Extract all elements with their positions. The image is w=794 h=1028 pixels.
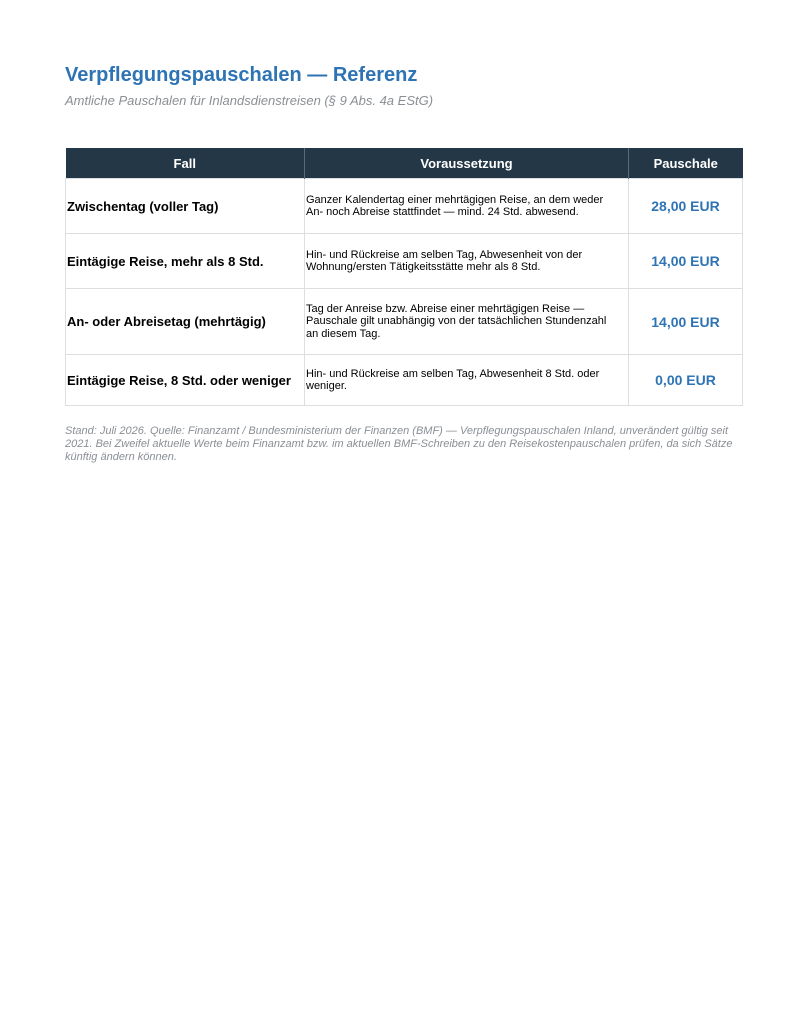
- cell-voraussetzung: Tag der Anreise bzw. Abreise einer mehrtägigen Reise — Pauschale gilt unabhängig von der tatsächlichen Stundenzahl an diesem Tag.: [305, 289, 629, 355]
- table-row: [66, 289, 743, 355]
- column-header-voraussetzung: Voraussetzung: [305, 148, 629, 179]
- source-note: Stand: Juli 2026. Quelle: Finanzamt / Bundesministerium der Finanzen (BMF) — Verpflegungspauschalen Inland, unverändert gültig seit 2021. Bei Zweifel aktuelle Werte beim Finanzamt bzw. im aktuellen BMF-Schreiben zu den Reisekostenpauschalen prüfen, da sich Sätze künftig ändern können.: [65, 425, 733, 463]
- page-title: Verpflegungspauschalen — Referenz: [65, 64, 418, 86]
- cell-fall: An- oder Abreisetag (mehrtägig): [66, 289, 305, 355]
- cell-voraussetzung: Hin- und Rückreise am selben Tag, Abwesenheit 8 Std. oder weniger.: [305, 355, 629, 406]
- table-row: [66, 179, 743, 234]
- table-header-row: [66, 148, 743, 179]
- pauschalen-table: [65, 148, 743, 406]
- cell-voraussetzung: Hin- und Rückreise am selben Tag, Abwesenheit von der Wohnung/ersten Tätigkeitsstätte mehr als 8 Std.: [305, 234, 629, 289]
- cell-pauschale: 28,00 EUR: [629, 179, 743, 234]
- cell-voraussetzung: Ganzer Kalendertag einer mehrtägigen Reise, an dem weder An- noch Abreise stattfindet — mind. 24 Std. abwesend.: [305, 179, 629, 234]
- cell-fall: Eintägige Reise, mehr als 8 Std.: [66, 234, 305, 289]
- cell-pauschale: 14,00 EUR: [629, 289, 743, 355]
- column-header-fall: Fall: [66, 148, 305, 179]
- cell-pauschale: 0,00 EUR: [629, 355, 743, 406]
- table-row: [66, 355, 743, 406]
- column-header-pauschale: Pauschale: [629, 148, 743, 179]
- cell-fall: Eintägige Reise, 8 Std. oder weniger: [66, 355, 305, 406]
- cell-fall: Zwischentag (voller Tag): [66, 179, 305, 234]
- page-subtitle: Amtliche Pauschalen für Inlandsdienstreisen (§ 9 Abs. 4a EStG): [65, 93, 434, 108]
- table-row: [66, 234, 743, 289]
- cell-pauschale: 14,00 EUR: [629, 234, 743, 289]
